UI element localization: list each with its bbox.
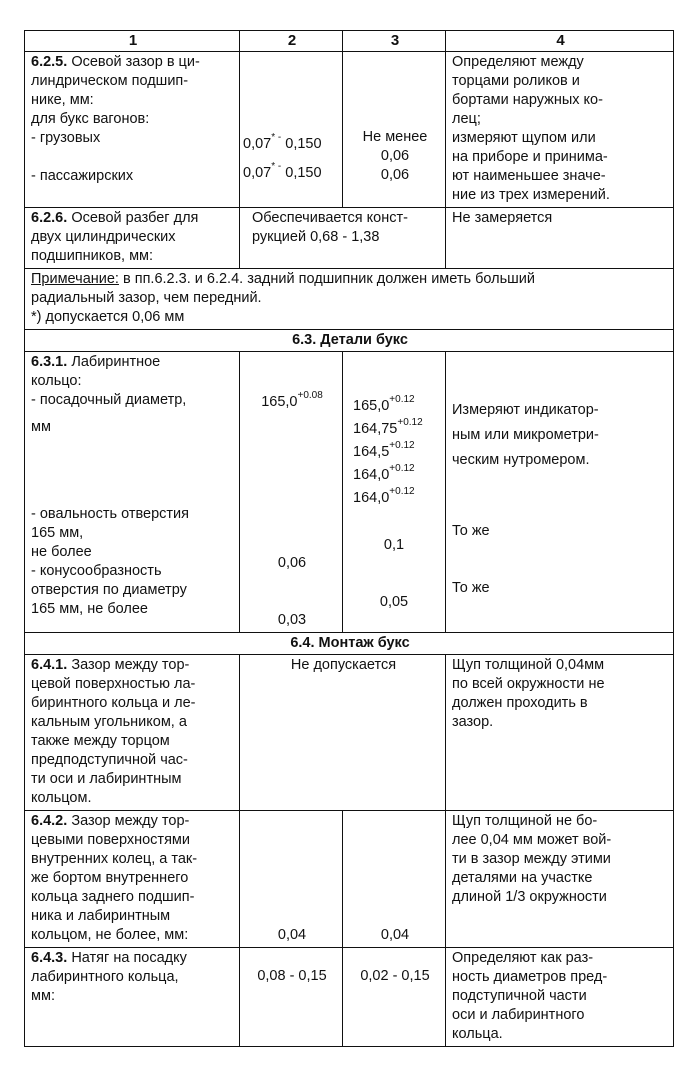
row-6-4-1-value: Не допускается — [240, 655, 446, 811]
section-header-6-3 — [25, 330, 674, 352]
row-6-4-2-col2: 0,04 — [240, 811, 343, 948]
row-6-2-6-value: Обеспечивается конст- рукцией 0,68 - 1,38 — [240, 208, 446, 269]
specs-table — [24, 30, 674, 1047]
table-row-6-2-6 — [25, 208, 674, 269]
header-row — [25, 31, 674, 52]
header-col-3: 3 — [343, 31, 446, 52]
row-6-4-2-method: Щуп толщиной не бо- лее 0,04 мм может вой- ти в зазор между этими деталями на участке длиной 1/3 окружности — [446, 811, 674, 948]
row-6-3-1-col2: $165,0^{+0.08}$ 0,06 0,03 — [240, 352, 343, 633]
note-cell: Примечание: в пп.6.2.3. и 6.2.4. задний подшипник должен иметь больший радиальный зазор, чем передний. *) допускается 0,06 мм — [25, 269, 674, 330]
table-row-6-4-1 — [25, 655, 674, 811]
row-6-3-1-param: 6.3.1. Лабиринтное кольцо: - посадочный диаметр, мм - овальность отверстия 165 мм, не более - конусообразность отверстия по диаметру 165 мм, не более — [25, 352, 240, 633]
row-6-4-1-param: 6.4.1. Зазор между тор- цевой поверхностью ла- биринтного кольца и ле- кальным угольником, а также между торцом предподступичной час- ти оси и лабиринтным кольцом. — [25, 655, 240, 811]
table-row-6-2-5 — [25, 52, 674, 208]
row-6-2-5-param: 6.2.5. Осевой зазор в ци- линдрическом подшип- нике, мм: для букс вагонов: - грузовых - пассажирских — [25, 52, 240, 208]
row-6-2-5-method: Определяют между торцами роликов и бортами наружных ко- лец; измеряют щупом или на приборе и принима- ют наименьшее значе- ние из трех измерений. — [446, 52, 674, 208]
section-title: 6.4. Монтаж букс — [25, 633, 674, 655]
section-title: 6.3. Детали букс — [25, 330, 674, 352]
row-6-2-5-col2: 0,07* - 0,150 0,07* - 0,150 — [240, 52, 343, 208]
table-row-6-4-2 — [25, 811, 674, 948]
row-6-4-2-param: 6.4.2. Зазор между тор- цевыми поверхностями внутренних колец, а так- же бортом внутреннего кольца заднего подшип- ника и лабиринтным кольцом, не более, мм: — [25, 811, 240, 948]
header-col-4: 4 — [446, 31, 674, 52]
row-6-4-3-col3: 0,02 - 0,15 — [343, 948, 446, 1047]
row-6-3-1-col3: $165,0^{+0.12}$ $164,75^{+0.12}$ $164,5^{+0.12}$ $164,0^{+0.12}$ $164,0^{+0.12}$ 0,1 0,05 — [343, 352, 446, 633]
item-number: 6.2.5. — [31, 54, 68, 70]
note-row — [25, 269, 674, 330]
item-number: 6.4.1. — [31, 657, 68, 673]
row-6-4-3-col2: 0,08 - 0,15 — [240, 948, 343, 1047]
row-6-2-6-method: Не замеряется — [446, 208, 674, 269]
row-6-4-3-method: Определяют как раз- ность диаметров пред- подступичной части оси и лабиринтного кольца. — [446, 948, 674, 1047]
row-6-3-1-method: Измеряют индикатор- ным или микрометри- ческим нутромером. То же То же — [446, 352, 674, 633]
item-number: 6.4.2. — [31, 813, 68, 829]
item-number: 6.4.3. — [31, 950, 68, 966]
header-col-1: 1 — [25, 31, 240, 52]
row-6-4-2-col3: 0,04 — [343, 811, 446, 948]
item-number: 6.3.1. — [31, 354, 68, 370]
table-row-6-4-3 — [25, 948, 674, 1047]
row-6-4-3-param: 6.4.3. Натяг на посадку лабиринтного кольца, мм: — [25, 948, 240, 1047]
table-row-6-3-1 — [25, 352, 674, 633]
row-6-2-5-col3: Не менее 0,06 0,06 — [343, 52, 446, 208]
note-label: Примечание: — [31, 271, 119, 287]
row-6-4-1-method: Щуп толщиной 0,04мм по всей окружности не должен проходить в зазор. — [446, 655, 674, 811]
item-number: 6.2.6. — [31, 210, 68, 226]
header-col-2: 2 — [240, 31, 343, 52]
section-header-6-4 — [25, 633, 674, 655]
row-6-2-6-param: 6.2.6. Осевой разбег для двух цилиндрических подшипников, мм: — [25, 208, 240, 269]
